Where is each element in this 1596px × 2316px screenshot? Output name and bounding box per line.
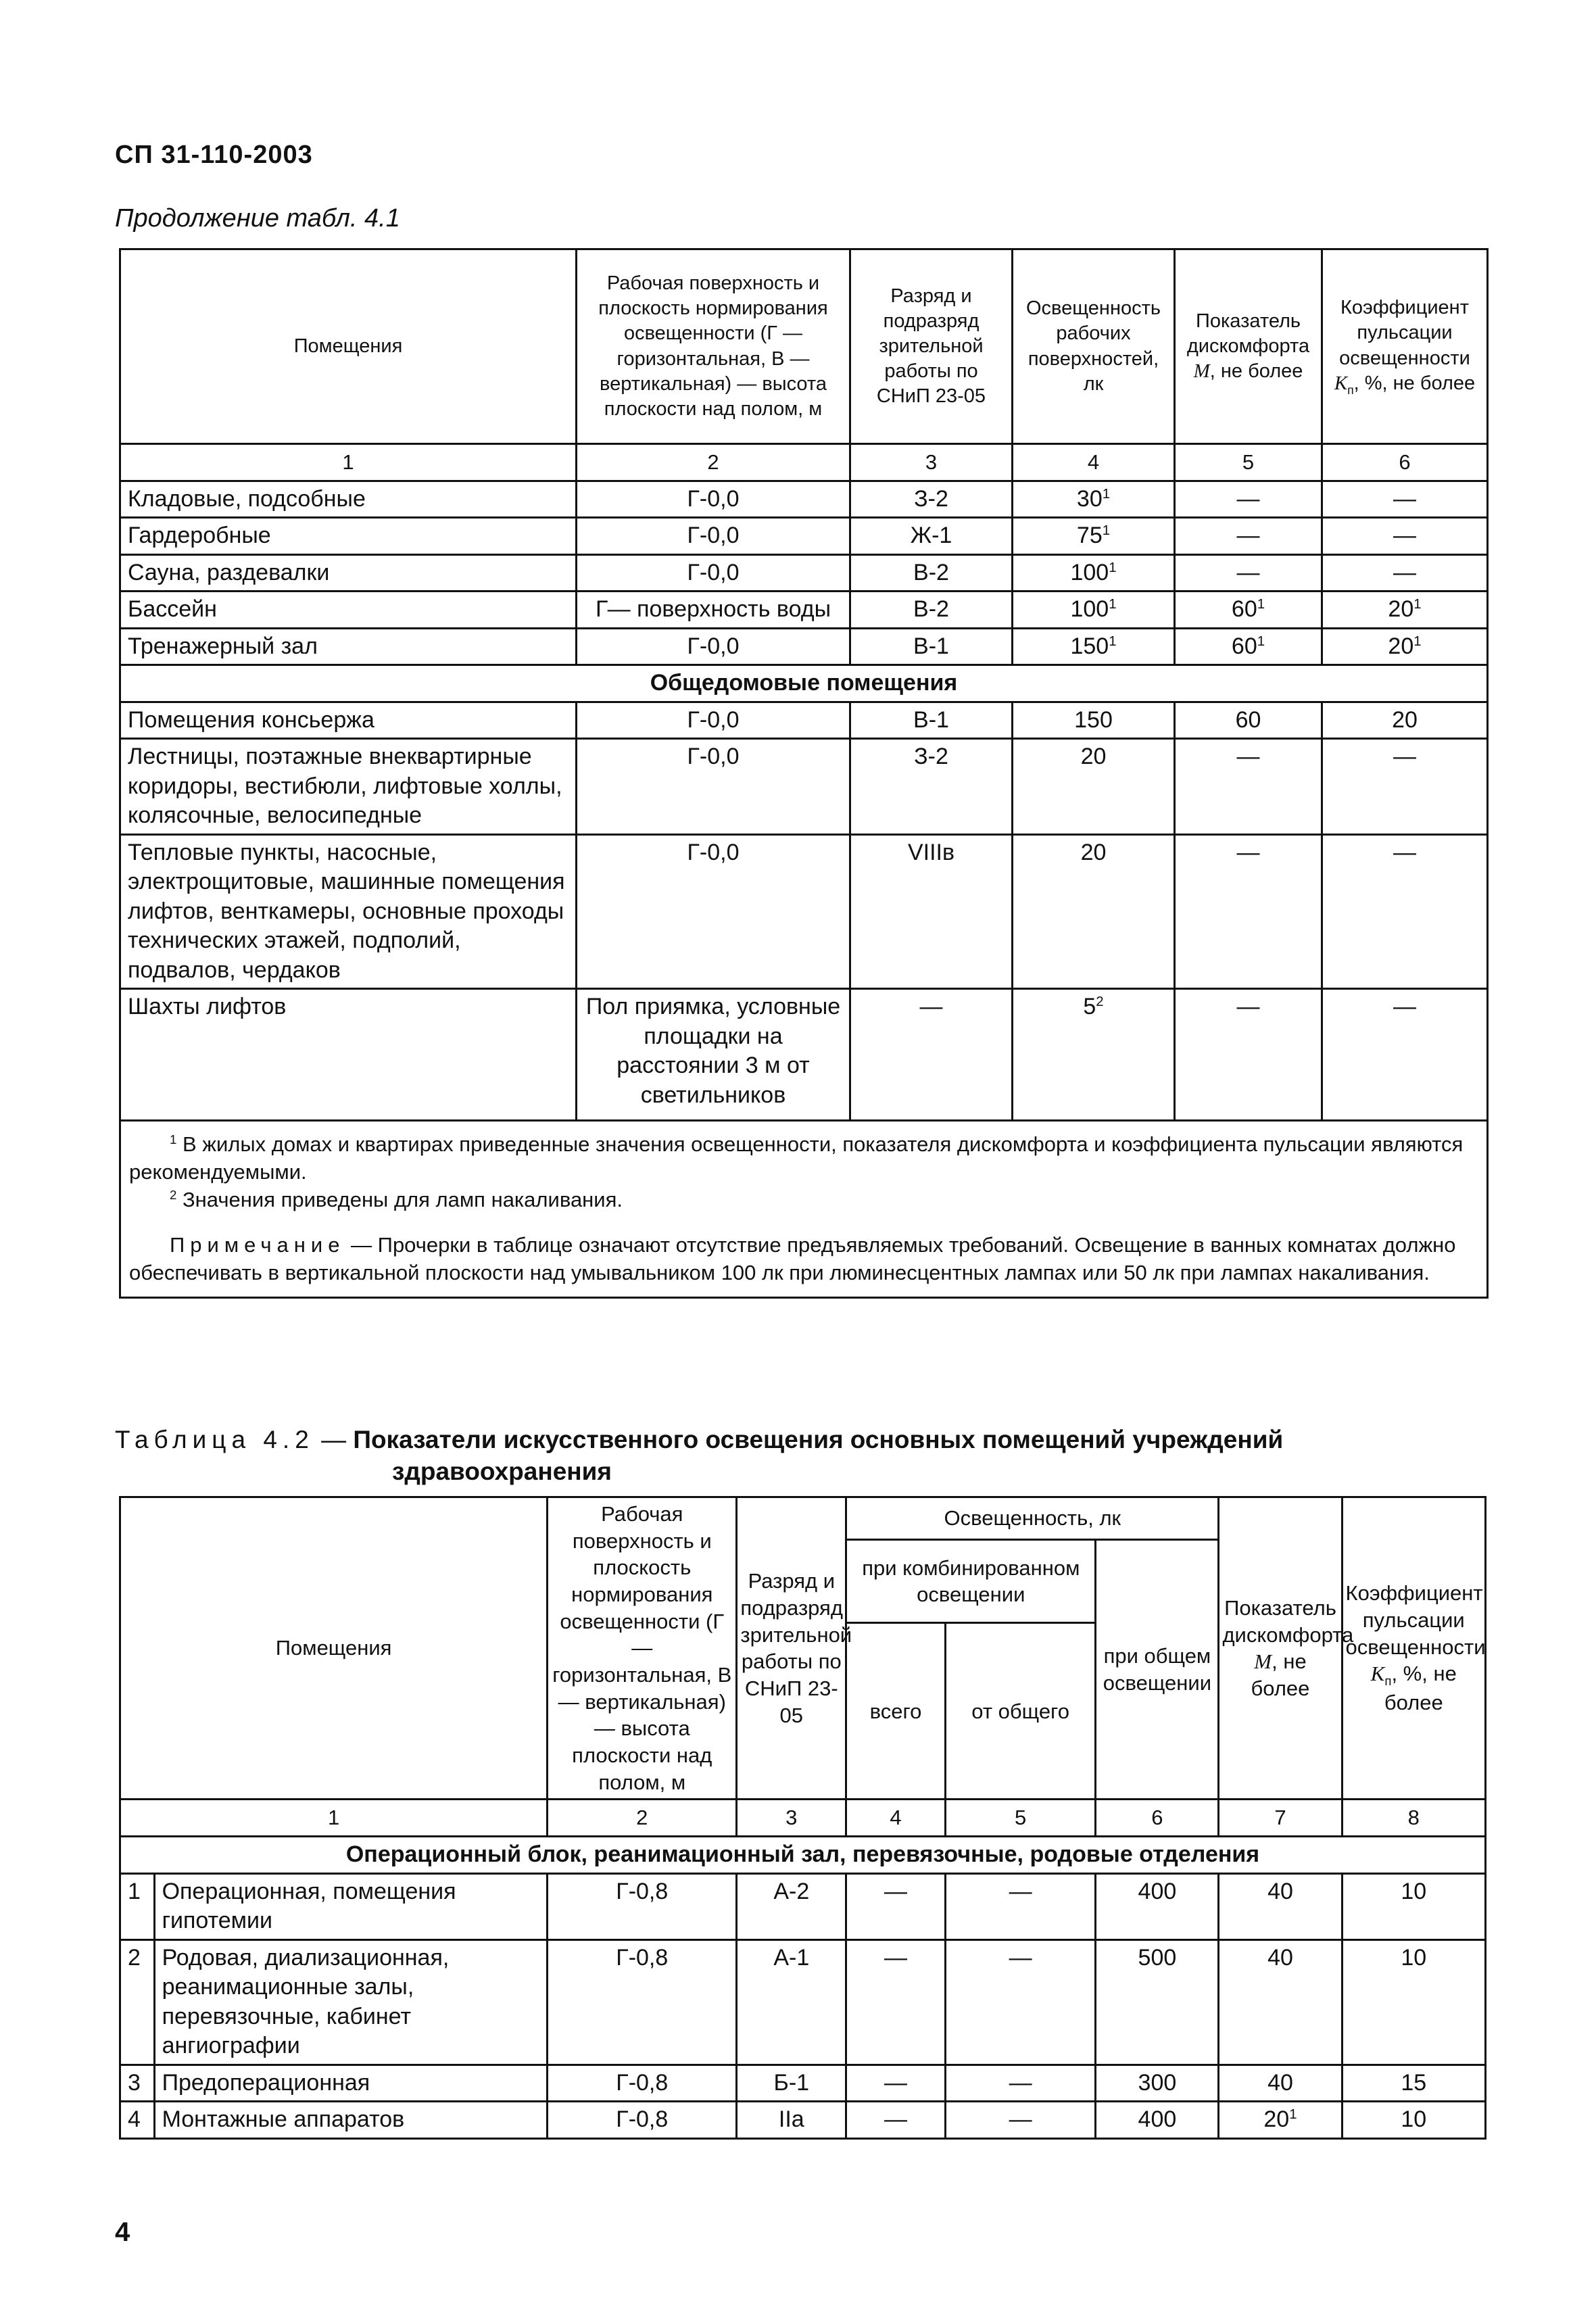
- table-cell: 10: [1342, 1873, 1485, 1939]
- table-cell: Г-0,0: [577, 702, 850, 739]
- cell-text: п: [1347, 383, 1354, 397]
- table-cell: 7: [1219, 1800, 1342, 1837]
- table-cell: [1013, 592, 1175, 629]
- table-cell: В-2: [850, 592, 1013, 629]
- cell-text: 60: [1231, 633, 1257, 659]
- cell-text: 1: [1109, 633, 1117, 649]
- cell-text: 2: [1096, 994, 1104, 1010]
- table-cell: [120, 1121, 1488, 1298]
- table-cell: 6: [1096, 1800, 1219, 1837]
- table-cell: —: [846, 1939, 946, 2065]
- column-number-row: [120, 1800, 1486, 1837]
- table-cell: [1175, 592, 1322, 629]
- table-cell: —: [1322, 834, 1488, 989]
- header-discomfort: [1219, 1497, 1354, 1800]
- table-cell: 3: [850, 444, 1013, 481]
- table-header-row: [120, 249, 1488, 444]
- table-cell: 3: [737, 1800, 846, 1837]
- table-cell: 40: [1219, 1873, 1342, 1939]
- table-cell: Помещения консьержа: [120, 702, 577, 739]
- table-cell: 1: [120, 1800, 548, 1837]
- cell-text: 1: [1289, 2106, 1297, 2122]
- cell-text: 1: [1413, 596, 1422, 612]
- table-cell: 4: [1013, 444, 1175, 481]
- header-grade: Разряд и подразряд зрительной работы по СНиП 23-05: [850, 249, 1013, 444]
- table-cell: 1: [120, 1873, 155, 1939]
- cell-text: 1: [1413, 633, 1422, 649]
- cell-text: 2: [170, 1188, 177, 1203]
- table-cell: Г-0,0: [577, 554, 850, 592]
- table-cell: 40: [1219, 1939, 1342, 2065]
- table-row: [120, 518, 1488, 555]
- table-cell: [1013, 481, 1175, 518]
- table-cell: Б-1: [737, 2065, 846, 2102]
- cell-text: Коэффициент пульсации освещенности: [1339, 297, 1470, 369]
- table-row: [120, 834, 1488, 989]
- footnote-1: [129, 1131, 1478, 1186]
- table-cell: —: [1322, 739, 1488, 835]
- table-cell: IIа: [737, 2102, 846, 2139]
- section-row: [120, 1837, 1486, 1874]
- table-cell: 10: [1342, 1939, 1485, 2065]
- header-grade: Разряд и подразряд зрительной работы по СНиП 23-05: [737, 1497, 846, 1800]
- cell-text: 20: [1388, 633, 1414, 659]
- table-cell: [1322, 592, 1488, 629]
- table-cell: А-2: [737, 1873, 846, 1939]
- cell-text: , не более: [1209, 360, 1303, 383]
- table-cell: VIIIв: [850, 834, 1013, 989]
- table-cell: Кладовые, подсобные: [120, 481, 577, 518]
- table-cell: 8: [1342, 1800, 1485, 1837]
- table-cell: [1219, 2102, 1342, 2139]
- cell-text: 60: [1231, 596, 1257, 623]
- cell-text: , не более: [1251, 1649, 1310, 1700]
- table-cell: [1013, 628, 1175, 665]
- header-work-surface: Рабочая поверхность и плоскость нормирования освещенности (Г — горизонтальная, В — вертикальная) — высота плоскости над полом, м: [577, 249, 850, 444]
- header-pulsation: [1342, 1497, 1485, 1800]
- cell-text: 5: [1083, 994, 1096, 1020]
- cell-text: Значения приведены для ламп накаливания.: [176, 1188, 623, 1212]
- table-cell: Операционный блок, реанимационный зал, перевязочные, родовые отделения: [120, 1837, 1486, 1874]
- table-cell: Тепловые пункты, насосные, электрощитовые, машинные помещения лифтов, венткамеры, основные проходы технических этажей, подполий, подвалов, чердаков: [120, 834, 577, 989]
- table-cell: [1013, 518, 1175, 555]
- cell-text: 1: [1102, 523, 1111, 538]
- table-cell: 5: [1175, 444, 1322, 481]
- table-cell: —: [1322, 481, 1488, 518]
- header-general: при общем освещении: [1096, 1540, 1219, 1800]
- document-code: СП 31-110-2003: [115, 141, 313, 169]
- table-cell: Тренажерный зал: [120, 628, 577, 665]
- table-cell: 6: [1322, 444, 1488, 481]
- table-cell: Г-0,0: [577, 518, 850, 555]
- table-header-row: [120, 1497, 1486, 1540]
- header-work-surface: Рабочая поверхность и плоскость нормирования освещенности (Г — горизонтальная, В — вертикальная) — высота плоскости над полом, м: [548, 1497, 737, 1800]
- column-number-row: [120, 444, 1488, 481]
- cell-text: —: [314, 1426, 354, 1453]
- table-row: [120, 628, 1488, 665]
- table-cell: Г-0,0: [577, 834, 850, 989]
- table-cell: Шахты лифтов: [120, 989, 577, 1121]
- table-cell: 300: [1096, 2065, 1219, 2102]
- table-cell: —: [846, 1873, 946, 1939]
- header-of-general: от общего: [945, 1623, 1096, 1800]
- cell-text: Примечание: [170, 1233, 345, 1257]
- table-cell: Г-0,8: [548, 2102, 737, 2139]
- table-cell: —: [1322, 518, 1488, 555]
- table-cell: Ж-1: [850, 518, 1013, 555]
- cell-text: 150: [1070, 633, 1109, 659]
- table-cell: —: [1175, 989, 1322, 1121]
- header-illuminance: Освещенность, лк: [846, 1497, 1219, 1540]
- table-cell: Предоперационная: [154, 2065, 548, 2102]
- cell-text: 1: [1109, 560, 1117, 575]
- table-cell: 4: [120, 2102, 155, 2139]
- table-cell: 5: [945, 1800, 1096, 1837]
- table-cell: —: [1175, 739, 1322, 835]
- cell-text: 1: [170, 1132, 177, 1147]
- cell-text: M: [1193, 360, 1210, 383]
- cell-text: 20: [1263, 2106, 1290, 2133]
- table-cell: Г-0,8: [548, 1873, 737, 1939]
- table-cell: 10: [1342, 2102, 1485, 2139]
- cell-text: — Прочерки в таблице означают отсутствие предъявляемых требований. Освещение в ванных комнатах должно обеспечивать в вертикальной плоскости над умывальником 100 лк при люминесцентных лампах или 50 лк при лампах накаливания.: [129, 1233, 1456, 1285]
- table-cell: —: [945, 1939, 1096, 2065]
- table-cell: В-2: [850, 554, 1013, 592]
- cell-text: 20: [1388, 596, 1414, 623]
- table-row: [120, 1873, 1486, 1939]
- table-cell: Г-0,8: [548, 1939, 737, 2065]
- table-cell: 2: [548, 1800, 737, 1837]
- header-combined: при комбинированном освещении: [846, 1540, 1096, 1623]
- header-pulsation: [1322, 249, 1488, 444]
- table-row: [120, 989, 1488, 1121]
- table-cell: 20: [1013, 739, 1175, 835]
- table-cell: —: [945, 2065, 1096, 2102]
- cell-text: 30: [1076, 485, 1103, 512]
- cell-text: 100: [1070, 559, 1109, 585]
- table-row: [120, 2102, 1486, 2139]
- table-cell: Сауна, раздевалки: [120, 554, 577, 592]
- table-cell: Родовая, диализационная, реанимационные залы, перевязочные, кабинет ангиографии: [154, 1939, 548, 2065]
- cell-text: 1: [1102, 486, 1111, 502]
- table-cell: В-1: [850, 702, 1013, 739]
- cell-text: 1: [1257, 633, 1265, 649]
- table-cell: —: [945, 1873, 1096, 1939]
- table-cell: 4: [846, 1800, 946, 1837]
- cell-text: M: [1254, 1649, 1272, 1674]
- cell-text: 1: [1109, 596, 1117, 612]
- table-cell: 60: [1175, 702, 1322, 739]
- header-total: всего: [846, 1623, 946, 1800]
- cell-text: 75: [1076, 523, 1103, 549]
- table-cell: Операционная, помещения гипотемии: [154, 1873, 548, 1939]
- cell-text: , %, не более: [1384, 1662, 1457, 1715]
- table-cell: 150: [1013, 702, 1175, 739]
- header-rooms: Помещения: [120, 249, 577, 444]
- table-row: [120, 702, 1488, 739]
- table-cell: В-1: [850, 628, 1013, 665]
- table-row: [120, 481, 1488, 518]
- table-cell: Общедомовые помещения: [120, 665, 1488, 702]
- table-notes-row: [120, 1121, 1488, 1298]
- table-cell: 500: [1096, 1939, 1219, 2065]
- table-cell: —: [846, 2065, 946, 2102]
- table-cell: Лестницы, поэтажные внеквартирные коридоры, вестибюли, лифтовые холлы, колясочные, велосипедные: [120, 739, 577, 835]
- table-cell: З-2: [850, 739, 1013, 835]
- table-cell: [1013, 554, 1175, 592]
- footnote-2: [129, 1186, 1478, 1214]
- header-rooms: Помещения: [120, 1497, 548, 1800]
- cell-text: Коэффициент пульсации освещенности: [1345, 1581, 1486, 1659]
- header-illuminance: Освещенность рабочих поверхностей, лк: [1013, 249, 1175, 444]
- page-number: 4: [115, 2217, 130, 2247]
- table-row: [120, 739, 1488, 835]
- table-cell: Г— поверхность воды: [577, 592, 850, 629]
- table-cell: —: [1175, 834, 1322, 989]
- table-cell: Бассейн: [120, 592, 577, 629]
- table-cell: —: [1175, 554, 1322, 592]
- table-cell: Г-0,8: [548, 2065, 737, 2102]
- table-cell: 400: [1096, 1873, 1219, 1939]
- cell-text: Таблица 4.2: [115, 1426, 314, 1453]
- table-cell: 20: [1013, 834, 1175, 989]
- table-cell: —: [1175, 481, 1322, 518]
- header-discomfort: [1175, 249, 1322, 444]
- cell-text: 1: [1257, 596, 1265, 612]
- cell-text: Показатель дискомфорта: [1186, 310, 1310, 357]
- table-4-2-title: [115, 1424, 1487, 1488]
- table-row: [120, 554, 1488, 592]
- table-cell: 400: [1096, 2102, 1219, 2139]
- table-cell: З-2: [850, 481, 1013, 518]
- cell-text: В жилых домах и квартирах приведенные значения освещенности, показателя дискомфорта и коэффициента пульсации являются рекомендуемыми.: [129, 1132, 1464, 1184]
- table-cell: 2: [577, 444, 850, 481]
- table-cell: —: [850, 989, 1013, 1121]
- table-cell: —: [1322, 989, 1488, 1121]
- table-cell: [1013, 989, 1175, 1121]
- cell-text: Показатели искусственного освещения основных помещений учреждений: [353, 1426, 1284, 1453]
- cell-text: K: [1334, 372, 1348, 394]
- table-row: [120, 2065, 1486, 2102]
- table-4-2: [119, 1496, 1486, 2140]
- table-4-1: [119, 248, 1489, 1299]
- table-cell: А-1: [737, 1939, 846, 2065]
- table-cell: 40: [1219, 2065, 1342, 2102]
- table-row: [120, 1939, 1486, 2065]
- table-cell: 3: [120, 2065, 155, 2102]
- table-cell: Г-0,0: [577, 628, 850, 665]
- table-cell: 15: [1342, 2065, 1485, 2102]
- table-cell: [1175, 628, 1322, 665]
- table-cell: Монтажные аппаратов: [154, 2102, 548, 2139]
- cell-text: 100: [1070, 596, 1109, 623]
- table-cell: 2: [120, 1939, 155, 2065]
- table-cell: —: [1322, 554, 1488, 592]
- cell-text: , %, не более: [1353, 372, 1476, 394]
- section-row: [120, 665, 1488, 702]
- table-cell: —: [1175, 518, 1322, 555]
- table-continuation-label: Продолжение табл. 4.1: [115, 204, 400, 233]
- table-cell: —: [846, 2102, 946, 2139]
- table-row: [120, 592, 1488, 629]
- cell-text: п: [1384, 1674, 1392, 1689]
- cell-text: Показатель дискомфорта: [1222, 1595, 1354, 1647]
- cell-text: K: [1370, 1662, 1385, 1686]
- table-cell: —: [945, 2102, 1096, 2139]
- table-cell: Гардеробные: [120, 518, 577, 555]
- table-cell: Г-0,0: [577, 739, 850, 835]
- table-cell: 1: [120, 444, 577, 481]
- cell-text: здравоохранения: [392, 1457, 612, 1486]
- table-cell: Пол приямка, условные площадки на расстоянии 3 м от светильников: [577, 989, 850, 1121]
- table-cell: 20: [1322, 702, 1488, 739]
- table-cell: [1322, 628, 1488, 665]
- table-note: [129, 1232, 1478, 1287]
- table-cell: Г-0,0: [577, 481, 850, 518]
